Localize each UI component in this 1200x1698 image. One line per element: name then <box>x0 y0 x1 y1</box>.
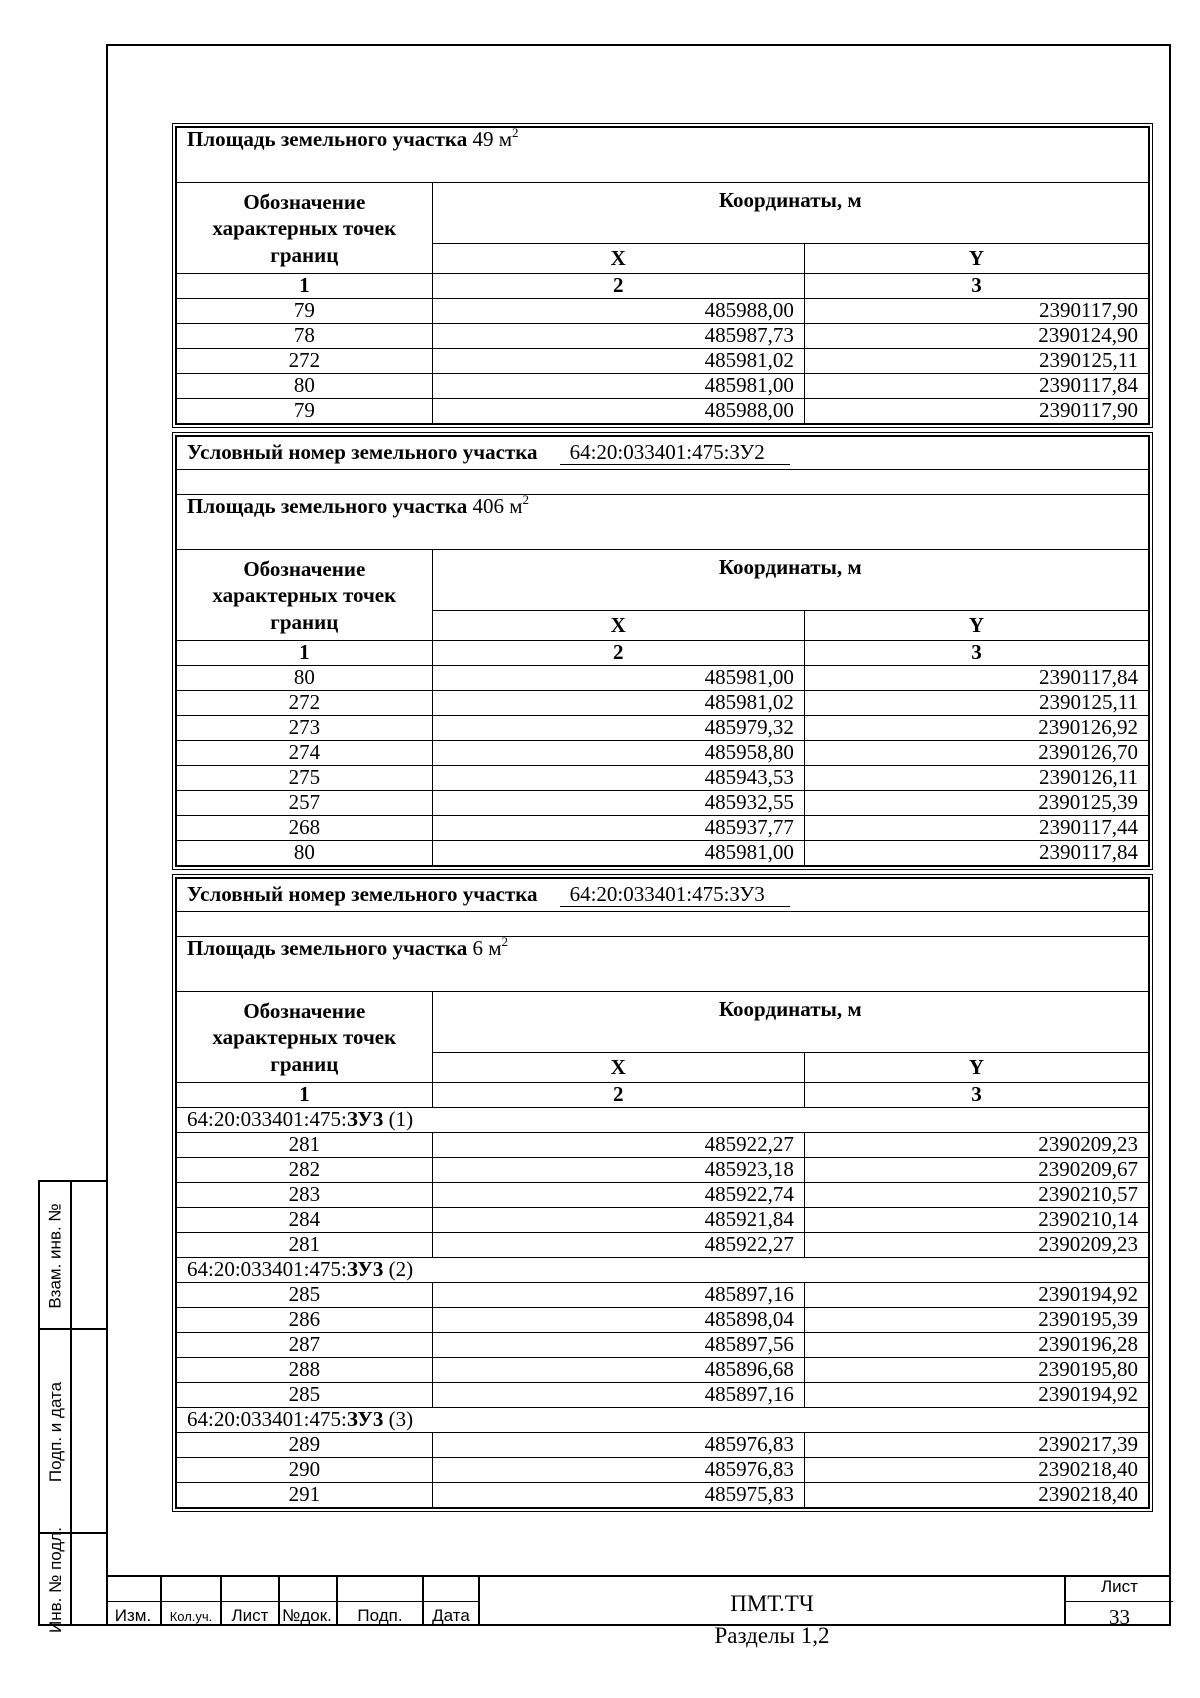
col-number-3: 3 <box>804 274 1148 299</box>
sheet-number: 33 <box>1109 1605 1130 1629</box>
coordinate-row <box>177 816 1149 841</box>
x-value: 485958,80 <box>432 741 804 766</box>
col-number-1: 1 <box>177 641 433 666</box>
point-id: 78 <box>177 324 433 349</box>
x-value: 485921,84 <box>432 1208 804 1233</box>
coordinate-row <box>177 1308 1149 1333</box>
point-id: 286 <box>177 1308 433 1333</box>
x-value: 485981,02 <box>432 691 804 716</box>
side-label-vzam: Взам. инв. № <box>46 1203 66 1309</box>
y-value: 2390117,84 <box>804 666 1148 691</box>
y-value: 2390218,40 <box>804 1458 1148 1483</box>
coordinates-table-3 <box>176 878 1149 1508</box>
x-value: 485922,27 <box>432 1233 804 1258</box>
point-id: 285 <box>177 1283 433 1308</box>
x-value: 485975,83 <box>432 1483 804 1508</box>
coordinate-row <box>177 741 1149 766</box>
part-prefix: 64:20:033401:475: <box>187 1107 347 1132</box>
revision-grid <box>106 1576 480 1626</box>
y-value: 2390194,92 <box>804 1383 1148 1408</box>
x-value: 485976,83 <box>432 1458 804 1483</box>
coordinate-row <box>177 1233 1149 1258</box>
x-value: 485987,73 <box>432 324 804 349</box>
coordinates-table-1 <box>176 127 1149 424</box>
x-value: 485897,16 <box>432 1283 804 1308</box>
x-value: 485988,00 <box>432 399 804 424</box>
point-id: 274 <box>177 741 433 766</box>
coordinate-row <box>177 766 1149 791</box>
x-value: 485981,00 <box>432 666 804 691</box>
point-id: 272 <box>177 349 433 374</box>
y-value: 2390117,44 <box>804 816 1148 841</box>
y-header: Y <box>804 1053 1148 1083</box>
part-suffix: (1) <box>383 1107 414 1132</box>
side-label-inv: Инв. № подл. <box>46 1527 65 1633</box>
stamp-list: Лист <box>231 1606 269 1625</box>
blank-row <box>177 470 1149 495</box>
part-prefix: 64:20:033401:475: <box>187 1407 347 1432</box>
area-unit: м <box>509 494 523 518</box>
point-id: 281 <box>177 1233 433 1258</box>
point-id: 289 <box>177 1433 433 1458</box>
point-id: 272 <box>177 691 433 716</box>
coordinate-row <box>177 1383 1149 1408</box>
area-value: 406 <box>472 494 504 518</box>
col-number-1: 1 <box>177 274 433 299</box>
sheet-box <box>1064 1575 1173 1629</box>
part-code: ЗУ3 <box>346 1107 384 1132</box>
coordinate-row <box>177 1283 1149 1308</box>
side-cell-podp <box>40 1330 106 1534</box>
col-number-3: 3 <box>804 641 1148 666</box>
y-value: 2390125,11 <box>804 349 1148 374</box>
point-id: 284 <box>177 1208 433 1233</box>
x-value: 485932,55 <box>432 791 804 816</box>
point-id: 285 <box>177 1383 433 1408</box>
document-code: ПМТ.ТЧ <box>730 1591 814 1616</box>
coordinate-row <box>177 1458 1149 1483</box>
col-number-2: 2 <box>432 641 804 666</box>
cadastral-number: 64:20:033401:475:ЗУ2 <box>560 441 790 465</box>
area-label: Площадь земельного участка <box>187 127 468 151</box>
coordinate-row <box>177 324 1149 349</box>
col-number-1: 1 <box>177 1083 433 1108</box>
side-cell-vzam <box>40 1182 106 1330</box>
point-id: 80 <box>177 841 433 866</box>
part-label <box>177 1408 1149 1433</box>
point-id: 80 <box>177 666 433 691</box>
y-value: 2390195,80 <box>804 1358 1148 1383</box>
coordinate-row <box>177 1133 1149 1158</box>
area-unit: м <box>488 936 502 960</box>
y-value: 2390209,23 <box>804 1133 1148 1158</box>
x-value: 485981,00 <box>432 374 804 399</box>
side-stamp <box>38 1180 106 1633</box>
point-id: 80 <box>177 374 433 399</box>
point-id: 273 <box>177 716 433 741</box>
area-cell <box>177 934 1149 992</box>
title-block <box>106 1576 1171 1649</box>
x-value: 485923,18 <box>432 1158 804 1183</box>
x-value: 485976,83 <box>432 1433 804 1458</box>
y-value: 2390126,70 <box>804 741 1148 766</box>
col-number-2: 2 <box>432 1083 804 1108</box>
x-header: X <box>432 1053 804 1083</box>
y-value: 2390125,11 <box>804 691 1148 716</box>
point-id: 282 <box>177 1158 433 1183</box>
coordinate-row <box>177 691 1149 716</box>
x-value: 485979,32 <box>432 716 804 741</box>
plot-block-2 <box>175 435 1150 867</box>
x-value: 485922,74 <box>432 1183 804 1208</box>
y-value: 2390218,40 <box>804 1483 1148 1508</box>
stamp-kol: Кол.уч. <box>169 1609 213 1624</box>
area-unit-power: 2 <box>501 934 509 949</box>
x-value: 485981,02 <box>432 349 804 374</box>
coordinate-row <box>177 349 1149 374</box>
coordinate-row <box>177 299 1149 324</box>
coordinates-header: Координаты, м <box>432 550 1148 611</box>
document-title <box>482 1588 1062 1652</box>
coordinate-row <box>177 841 1149 866</box>
part-label <box>177 1258 1149 1283</box>
y-value: 2390126,92 <box>804 716 1148 741</box>
x-value: 485981,00 <box>432 841 804 866</box>
y-value: 2390195,39 <box>804 1308 1148 1333</box>
coordinate-row <box>177 399 1149 424</box>
part-code: ЗУ3 <box>346 1407 384 1432</box>
point-id: 287 <box>177 1333 433 1358</box>
cadastral-label: Условный номер земельного участка <box>187 881 538 906</box>
coordinate-row <box>177 791 1149 816</box>
point-id: 79 <box>177 299 433 324</box>
stamp-data: Дата <box>432 1606 470 1625</box>
y-value: 2390209,67 <box>804 1158 1148 1183</box>
stamp-podp: Подп. <box>357 1606 403 1625</box>
points-header: Обозначение характерных точек границ <box>177 183 433 274</box>
area-cell <box>177 492 1149 550</box>
points-header: Обозначение характерных точек границ <box>177 550 433 641</box>
point-id: 283 <box>177 1183 433 1208</box>
y-value: 2390126,11 <box>804 766 1148 791</box>
cadastral-number: 64:20:033401:475:ЗУ3 <box>560 883 790 907</box>
points-header: Обозначение характерных точек границ <box>177 992 433 1083</box>
part-code: ЗУ3 <box>346 1257 384 1282</box>
point-id: 268 <box>177 816 433 841</box>
cadastral-cell <box>177 437 1149 470</box>
coordinates-header: Координаты, м <box>432 183 1148 244</box>
area-unit: м <box>498 127 513 151</box>
y-value: 2390196,28 <box>804 1333 1148 1358</box>
y-value: 2390117,90 <box>804 299 1148 324</box>
x-value: 485922,27 <box>432 1133 804 1158</box>
area-unit-power: 2 <box>522 492 530 507</box>
y-value: 2390210,57 <box>804 1183 1148 1208</box>
side-cell-inv <box>40 1527 106 1633</box>
y-value: 2390217,39 <box>804 1433 1148 1458</box>
y-header: Y <box>804 611 1148 641</box>
point-id: 281 <box>177 1133 433 1158</box>
document-section: Разделы 1,2 <box>714 1623 830 1649</box>
part-prefix: 64:20:033401:475: <box>187 1257 347 1282</box>
coordinate-row <box>177 374 1149 399</box>
stamp-izm: Изм. <box>114 1606 152 1625</box>
point-id: 275 <box>177 766 433 791</box>
point-id: 257 <box>177 791 433 816</box>
y-value: 2390125,39 <box>804 791 1148 816</box>
side-label-podp: Подп. и дата <box>46 1381 66 1483</box>
x-value: 485898,04 <box>432 1308 804 1333</box>
sheet-label: Лист <box>1066 1577 1173 1602</box>
x-header: X <box>432 244 804 274</box>
point-id: 291 <box>177 1483 433 1508</box>
part-header-row <box>177 1108 1149 1133</box>
y-header: Y <box>804 244 1148 274</box>
document-content <box>172 126 1153 1515</box>
coordinate-row <box>177 1333 1149 1358</box>
area-value: 49 <box>472 127 494 151</box>
area-cell <box>177 125 1149 183</box>
cadastral-label: Условный номер земельного участка <box>187 439 538 464</box>
point-id: 79 <box>177 399 433 424</box>
y-value: 2390210,14 <box>804 1208 1148 1233</box>
coordinate-row <box>177 1483 1149 1508</box>
y-value: 2390117,84 <box>804 374 1148 399</box>
coordinate-row <box>177 716 1149 741</box>
area-label: Площадь земельного участка <box>187 936 468 960</box>
y-value: 2390194,92 <box>804 1283 1148 1308</box>
coordinate-row <box>177 1433 1149 1458</box>
coordinates-header: Координаты, м <box>432 992 1148 1053</box>
coordinate-row <box>177 666 1149 691</box>
col-number-2: 2 <box>432 274 804 299</box>
y-value: 2390124,90 <box>804 324 1148 349</box>
x-header: X <box>432 611 804 641</box>
part-header-row <box>177 1408 1149 1433</box>
coordinates-table-2 <box>176 436 1149 866</box>
area-label: Площадь земельного участка <box>187 494 468 518</box>
x-value: 485896,68 <box>432 1358 804 1383</box>
y-value: 2390117,90 <box>804 399 1148 424</box>
area-unit-power: 2 <box>512 125 519 140</box>
coordinate-row <box>177 1183 1149 1208</box>
coordinate-row <box>177 1158 1149 1183</box>
col-number-3: 3 <box>804 1083 1148 1108</box>
coordinate-row <box>177 1208 1149 1233</box>
area-value: 6 <box>472 936 483 960</box>
point-id: 288 <box>177 1358 433 1383</box>
part-label <box>177 1108 1149 1133</box>
x-value: 485937,77 <box>432 816 804 841</box>
part-suffix: (2) <box>383 1257 414 1282</box>
plot-block-1 <box>175 126 1150 425</box>
y-value: 2390209,23 <box>804 1233 1148 1258</box>
part-suffix: (3) <box>383 1407 414 1432</box>
point-id: 290 <box>177 1458 433 1483</box>
coordinate-row <box>177 1358 1149 1383</box>
x-value: 485897,16 <box>432 1383 804 1408</box>
y-value: 2390117,84 <box>804 841 1148 866</box>
plot-block-3 <box>175 877 1150 1509</box>
x-value: 485943,53 <box>432 766 804 791</box>
blank-row <box>177 912 1149 937</box>
stamp-ndok: №док. <box>282 1606 332 1625</box>
x-value: 485988,00 <box>432 299 804 324</box>
part-header-row <box>177 1258 1149 1283</box>
x-value: 485897,56 <box>432 1333 804 1358</box>
cadastral-cell <box>177 879 1149 912</box>
